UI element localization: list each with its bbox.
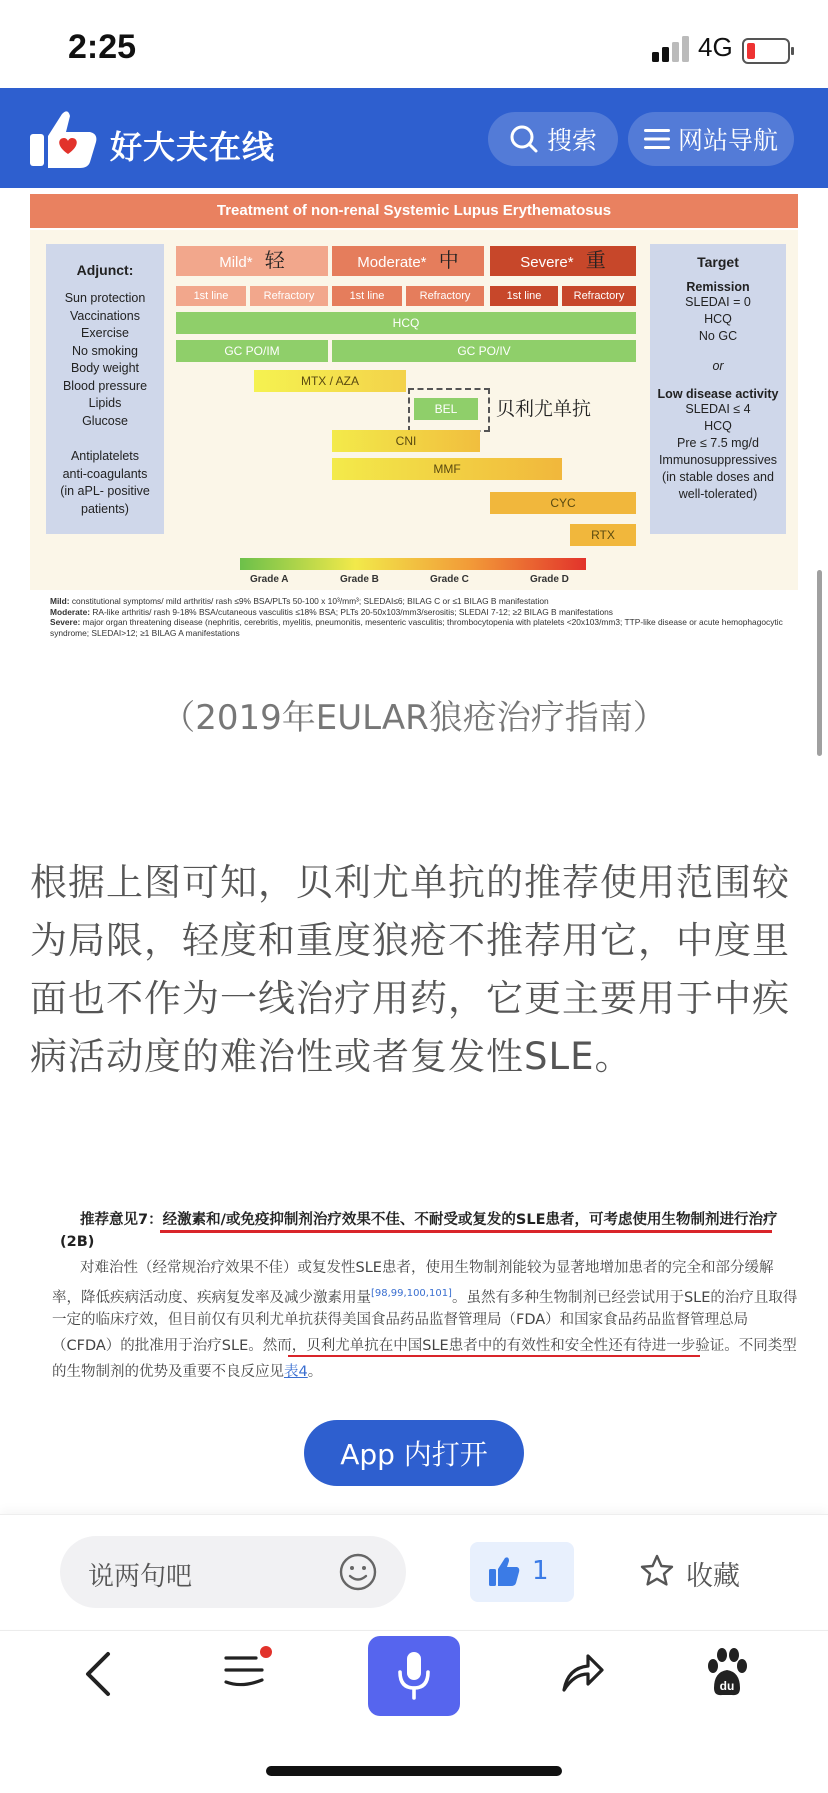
comment-input[interactable] [60,1536,406,1608]
svg-text:du: du [719,1679,735,1693]
footnote-moderate: RA-like arthritis/ rash 9-18% BSA/cutaneous vasculitis ≤18% BSA; PLTs 20-50x103/mm3/serositis; SLEDAI 7-12; ≥2 BILAG B manifestations [90,606,613,617]
severity-severe-label: Severe* [520,254,574,271]
cyc-bar: CYC [490,492,636,514]
lda-item: SLEDAI ≤ 4 [685,402,751,416]
footnote-severe-label: Severe: [50,617,81,627]
excerpt-text: 。虽然有多种生物制剂已经尝试用于SLE的治疗且取得 [451,1289,798,1306]
search-label: 搜索 [546,126,597,155]
excerpt-text: 。 [307,1364,323,1380]
adjunct-item: Blood pressure [62,378,148,393]
mmf-bar: MMF [332,458,562,480]
star-icon[interactable] [640,1554,674,1588]
bel-cn-label: 贝利尤单抗 [496,398,592,420]
excerpt-title-prefix: 推荐意见7： [80,1212,163,1228]
severity-severe [490,246,636,276]
excerpt-refs: [98,99,100,101] [371,1288,452,1299]
grade-label: Grade D [530,574,569,585]
remission-item: SLEDAI = 0 [685,295,751,309]
thumbs-up-heart-logo-icon[interactable] [28,108,100,170]
adjunct-item: Sun protection [64,291,146,305]
adjunct-item: Glucose [82,413,128,428]
subhead: 1st line [332,286,402,306]
subhead: Refractory [562,286,636,306]
excerpt-text: 率，降低疾病活动度、疾病复发率及减少激素用量 [52,1289,371,1306]
subhead: Refractory [406,286,484,306]
lda-item: Immunosuppressives [658,453,778,467]
adjunct-item: Antiplatelets [70,449,140,463]
lda-item: (in stable doses and [662,470,774,484]
severity-moderate-cn: 中 [438,250,459,272]
excerpt-line: 一定的临床疗效，但目前仅有贝利尤单抗获得美国食品药品监督管理局（FDA）和国家食品药品监督管理总局 [52,1312,749,1328]
article-paragraph: 根据上图可知，贝利尤单抗的推荐使用范围较为局限，轻度和重度狼疮不推荐用它，中度里面也不作为一线治疗用药，它更主要用于中疾病活动度的难治性或者复发性SLE。 [30,861,790,1078]
red-underline [160,1230,772,1233]
severity-moderate-label: Moderate* [357,254,427,271]
like-count: 1 [532,1556,549,1586]
figure-caption: （2019年EULAR狼疮治疗指南） [161,698,667,738]
voice-search-button[interactable] [368,1636,460,1716]
signal-icon [652,36,692,62]
target-or: or [712,359,724,373]
adjunct-item: Vaccinations [70,308,140,323]
adjunct-item: Exercise [81,326,129,340]
excerpt-grade: (2B) [60,1234,95,1250]
share-icon[interactable] [560,1650,606,1696]
back-icon[interactable] [80,1650,116,1698]
gc-iv-bar: GC PO/IV [332,340,636,362]
home-indicator[interactable] [266,1766,562,1776]
status-time: 2:25 [68,28,137,66]
mtx-aza-bar: MTX / AZA [254,370,406,392]
excerpt-text: （CFDA）的批准用于治疗SLE。然而， [52,1338,307,1354]
emoji-icon[interactable] [338,1552,378,1592]
bel-bar: BEL [414,398,478,420]
comment-placeholder: 说两句吧 [88,1562,193,1592]
adjunct-title: Adjunct: [76,262,134,278]
gc-im-bar: GC PO/IM [176,340,328,362]
menu-list-icon[interactable] [222,1644,274,1696]
severity-moderate [332,246,484,276]
footnote-mild: constitutional symptoms/ mild arthritis/ rash ≤9% BSA/PLTs 50-100 x 10³/mm³; SLEDAI≤6; BILAG C or ≤1 BILAG B manifestation [69,596,549,606]
target-panel [650,244,786,534]
baidu-paw-icon[interactable] [704,1648,750,1698]
subhead: 1st line [176,286,246,306]
excerpt-line: 对难治性（经常规治疗效果不佳）或复发性SLE患者，使用生物制剂能较为显著地增加患者的完全和部分缓解 [80,1260,774,1276]
excerpt-text: 不同类型 [738,1338,797,1354]
adjunct-item: (in aPL- positive [60,484,150,498]
footnote-moderate-label: Moderate: [50,606,91,617]
remission-item: No GC [698,329,738,343]
lda-item: HCQ [704,419,732,433]
remission-item: HCQ [704,312,732,326]
severity-mild [176,246,328,276]
footnote-mild-label: Mild: [50,596,70,606]
figure-footnotes [50,596,790,638]
adjunct-panel [46,244,164,534]
like-button[interactable] [470,1542,574,1602]
severity-mild-label: Mild* [219,254,253,271]
subhead: 1st line [490,286,558,306]
footnote-severe: major organ threatening disease (nephritis, cerebritis, myelitis, pneumonitis, mesenteric vasculitis; thrombocytopenia with platelets <20x103/mm3; TTP-like disease or acute hemophagocytic syndrome; SLEDAI>12; ≥1 BILAG A manifestations [50,617,783,638]
lda-item: Pre ≤ 7.5 mg/d [677,436,759,450]
grade-label: Grade C [430,574,469,585]
adjunct-item: patients) [81,501,129,516]
grade-label: Grade A [250,574,289,585]
adjunct-item: No smoking [72,343,138,358]
excerpt-highlight: 贝利尤单抗在中国SLE患者中的有效性和安全性还有待进一步验证。 [306,1338,739,1354]
severity-severe-cn: 重 [585,250,606,272]
excerpt-title-text: 经激素和/或免疫抑制剂治疗效果不佳、不耐受或复发的SLE患者，可考虑使用生物制剂进行治疗 [162,1212,778,1228]
adjunct-item: Lipids [88,396,122,410]
remission-title: Remission [686,280,750,294]
adjunct-item: Body weight [70,361,140,375]
hcq-bar: HCQ [176,312,636,334]
grade-scale [240,558,586,570]
table4-link[interactable]: 表4 [284,1364,308,1380]
excerpt-line [52,1360,322,1384]
lda-item: well-tolerated) [678,487,758,501]
target-title: Target [697,254,739,270]
lda-title: Low disease activity [657,387,779,401]
adjunct-item: anti-coagulants [62,466,148,481]
menu-icon [644,127,670,151]
excerpt-title [80,1208,777,1229]
favorite-label[interactable]: 收藏 [686,1561,740,1592]
network-label: 4G [698,32,733,62]
rtx-bar: RTX [570,524,636,546]
cni-bar: CNI [332,430,480,452]
search-button[interactable] [488,112,618,166]
severity-mild-cn: 轻 [264,250,285,272]
site-nav-label: 网站导航 [677,126,778,155]
battery-icon [742,38,790,64]
brand-name[interactable]: 好大夫在线 [110,128,276,166]
excerpt-line [52,1282,797,1310]
search-icon [509,124,539,154]
thumbs-up-icon [488,1556,520,1588]
excerpt-text: 的生物制剂的优势及重要不良反应见 [52,1364,284,1380]
subhead: Refractory [250,286,328,306]
open-in-app-button[interactable]: App 内打开 [304,1420,524,1486]
site-nav-button[interactable] [628,112,794,166]
figure-title: Treatment of non-renal Systemic Lupus Erythematosus [30,194,798,228]
red-underline [288,1355,700,1357]
grade-label: Grade B [340,574,379,585]
microphone-icon [396,1650,432,1702]
scrollbar[interactable] [817,570,822,756]
